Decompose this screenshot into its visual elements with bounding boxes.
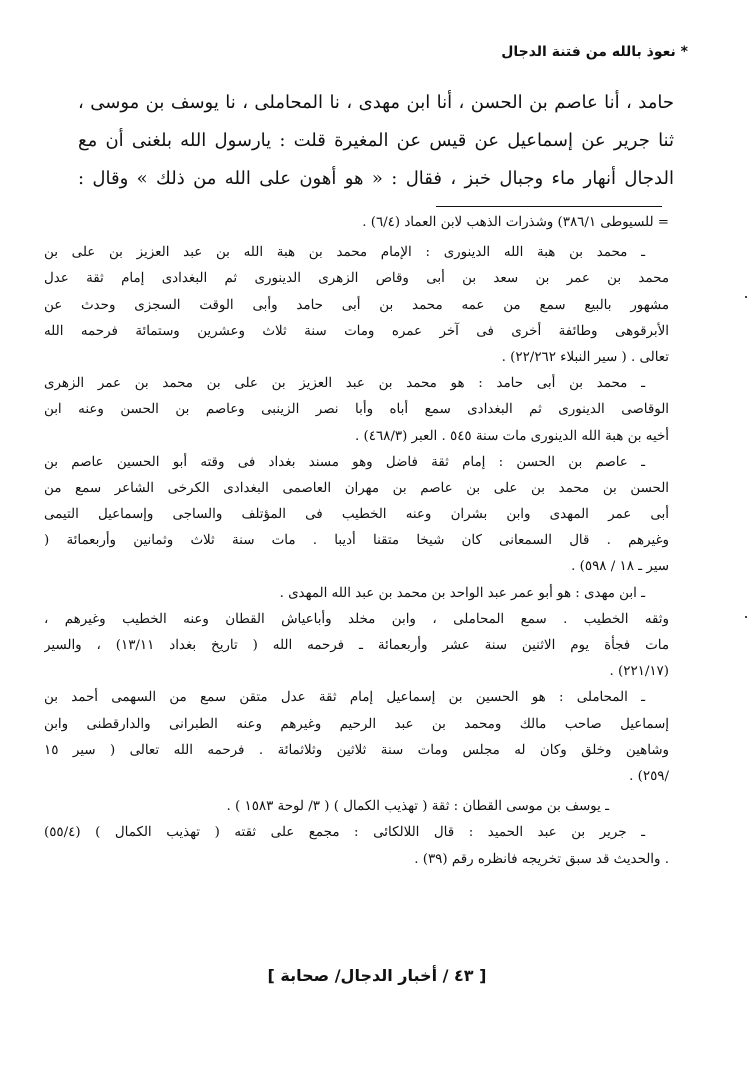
scan-speck — [745, 296, 747, 298]
footnote-line: محمد بن عمر بن سعد بن أبى وقاص الزهرى الدينورى ثم البغدادى إمام ثقة عدل — [44, 271, 669, 287]
running-header: * نعوذ بالله من فتنة الدجال — [501, 44, 688, 60]
footnote-line: ـ محمد بن أبى حامد : هو محمد بن عبد العزيز بن على بن محمد بن عمر الزهرى — [44, 376, 645, 392]
scan-speck — [745, 616, 747, 618]
footnote-line: تعالى . ( سير النبلاء ٢٢/٢٦٢) . — [501, 349, 669, 365]
footnote-line: ـ عاصم بن الحسن : إمام ثقة فاضل وهو مسند بغداد فى وقته أبو الحسين عاصم بن — [44, 454, 645, 470]
footnote-line: أبى عمر المهدى وابن بشران وعنه الخطيب فى المؤتلف والساجى وإسماعيل التيمى — [44, 507, 669, 523]
footnote-line: سير ـ ١٨ / ٥٩٨) . — [571, 559, 669, 575]
footnote-line: الأبرقوهى وطائفة أخرى فى آخر عمره ومات سنة ثلاث وعشرين وستمائة فرحمه الله — [44, 323, 669, 339]
footnote-line: مات فجأة يوم الاثنين سنة عشر وأربعمائة ـ فرحمه الله ( تاريخ بغداد ١٣/١١) ، والسير — [44, 638, 669, 653]
footnote-line: الوقاصى الدينورى ثم البغدادى سمع أباه وأبا نصر الزينبى وعاصم بن الحسن وعنه ابن — [44, 402, 669, 418]
footnote-line: إسماعيل صاحب مالك ومحمد بن عبد الرحيم وغيرهم وعنه الطبرانى والدارقطنى وابن — [44, 716, 669, 732]
footnote-line: /٢٥٩) . — [629, 768, 669, 784]
footnote-line: وشاهين وخلق وكان له مجلس ومات سنة ثلاثين وثلاثمائة . فرحمه الله تعالى ( سير ١٥ — [44, 742, 669, 758]
footnote-line: ـ ابن مهدى : هو أبو عمر عبد الواحد بن محمد بن عبد الله المهدى . — [279, 585, 645, 601]
main-text-line: الدجال أنهار ماء وجبال خبز ، فقال : « هو أهون على الله من ذلك » وقال : — [78, 168, 674, 189]
footnote-line: الحسن بن محمد بن على بن عاصم بن مهران العاصمى البغدادى الكرخى الشاعر سمع من — [44, 480, 669, 496]
footnote-line: = للسيوطى ٣٨٦/١) وشذرات الذهب لابن العماد (٦/٤) . — [362, 215, 669, 230]
main-text-line: حامد ، أنا عاصم بن الحسن ، أنا ابن مهدى ، نا المحاملى ، نا يوسف بن موسى ، — [78, 92, 674, 113]
main-text-line: ثنا جرير عن إسماعيل عن قيس عن المغيرة قلت : يارسول الله بلغنى أن مع — [78, 130, 674, 151]
footnote-line: . والحديث قد سبق تخريجه فانظره رقم (٣٩) . — [414, 851, 669, 867]
main-text — [78, 84, 674, 198]
footnote-divider — [436, 206, 662, 207]
footnote-line: ـ المحاملى : هو الحسين بن إسماعيل إمام ثقة عدل متقن سمع من السهمى أحمد بن — [44, 690, 645, 706]
footnote-line: أخيه بن هبة الله الدينورى مات سنة ٥٤٥ . العبر (٤٦٨/٣) . — [355, 428, 669, 444]
footnote-line: وغيرهم . قال السمعانى كان شيخا متقنا أديبا . مات سنة ثلاث وثمانين وأربعمائة ( — [44, 533, 669, 549]
footnote-line: مشهور بالبيع سمع من عمه محمد بن أبى حامد وأبى الوقت السجزى وحدث عن — [44, 297, 669, 313]
footnote-line: ـ محمد بن هبة الله الدينورى : الإمام محمد بن هبة الله بن عبد العزيز بن على بن — [44, 245, 645, 261]
footnote-line: ـ يوسف بن موسى القطان : ثقة ( تهذيب الكمال ) ( ٣/ لوحة ١٥٨٣ ) . — [226, 799, 609, 815]
footnote-line: (٢٢١/١٧) . — [609, 664, 669, 680]
footnote-line: ـ جرير بن عبد الحميد : قال اللالكائى : مجمع على ثقته ( تهذيب الكمال ) (٥٥/٤) — [44, 825, 645, 841]
footnote-line: وثقه الخطيب . سمع المحاملى ، وابن مخلد وأباعياش القطان وعنه الخطيب وغيرهم ، — [44, 611, 669, 627]
page-footer: [ ٤٣ / أخبار الدجال/ صحابة ] — [267, 966, 487, 985]
footnotes — [44, 210, 669, 873]
